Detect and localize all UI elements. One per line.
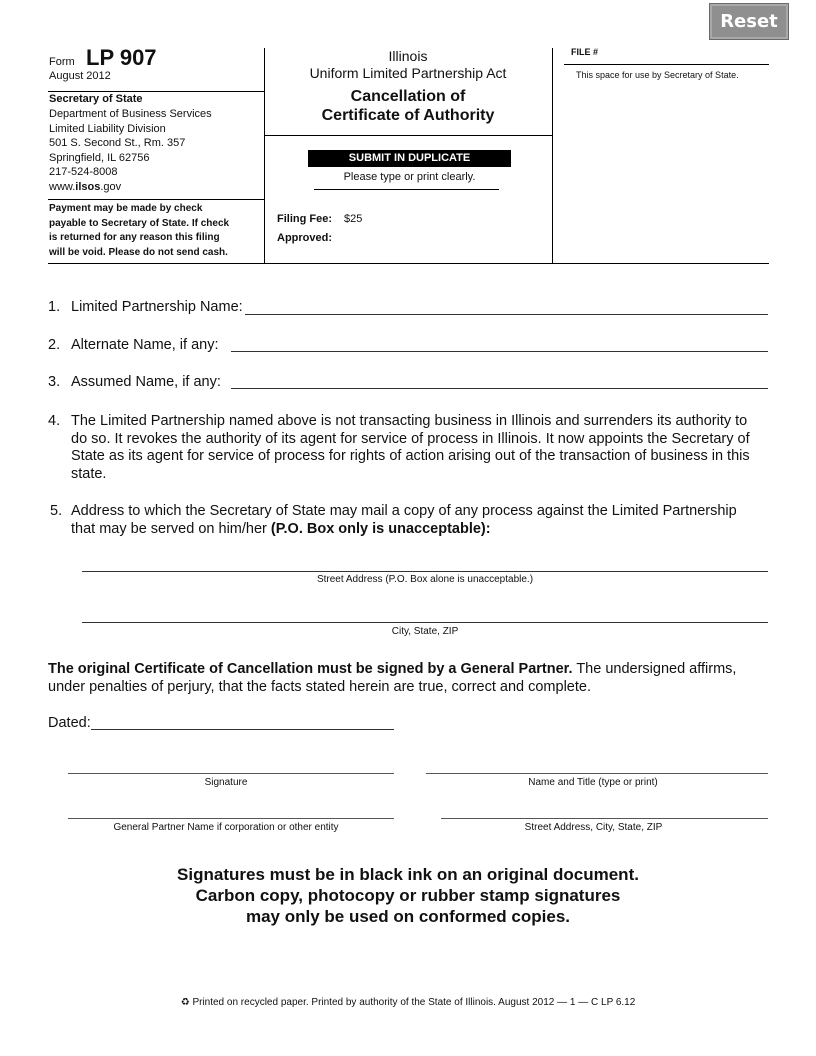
agency-line: 217-524-8008 <box>49 166 118 178</box>
form-word: Form <box>49 56 75 68</box>
header-rule-left-top <box>48 91 264 92</box>
item-1: 1. Limited Partnership Name: <box>48 299 243 315</box>
form-title-line2: Certificate of Authority <box>321 107 495 124</box>
item-3: 3. Assumed Name, if any: <box>48 374 221 390</box>
item-5: 5. Address to which the Secretary of State may mail a copy of any process against the Limited Partnership that may be served on him/her (P.O. Box only is unacceptable): <box>50 503 737 537</box>
header-divider-right <box>552 48 553 263</box>
type-print-note: Please type or print clearly. <box>343 171 476 183</box>
item-2: 2. Alternate Name, if any: <box>48 337 219 353</box>
assumed-name-field[interactable] <box>231 388 768 389</box>
form-number: LP 907 <box>86 45 157 70</box>
street-address-field[interactable] <box>82 571 768 572</box>
gp-name-field[interactable] <box>68 818 394 819</box>
type-print-rule <box>314 189 499 190</box>
gp-name-caption: General Partner Name if corporation or other entity <box>113 822 339 833</box>
file-number-line[interactable] <box>564 64 769 65</box>
agency-title: Secretary of State <box>49 93 143 105</box>
header-bottom-rule <box>48 263 769 264</box>
payment-note: Payment may be made by check payable to Secretary of State. If check is returned for any reason this filing will be void. Please do not send cash. <box>49 203 230 258</box>
agency-website[interactable]: www.ilsos.gov <box>49 180 122 193</box>
act-name: Uniform Limited Partnership Act <box>309 65 507 81</box>
state-name: Illinois <box>388 48 428 64</box>
city-state-zip-caption: City, State, ZIP <box>391 626 459 637</box>
form-date: August 2012 <box>49 70 111 82</box>
submit-banner: SUBMIT IN DUPLICATE <box>308 150 511 167</box>
reset-button[interactable]: Reset <box>709 3 789 40</box>
dated-field[interactable] <box>91 729 394 730</box>
partnership-name-field[interactable] <box>245 314 768 315</box>
signature-caption: Signature <box>204 777 248 788</box>
agency-address <box>49 107 212 194</box>
header-rule-left-mid <box>48 199 264 200</box>
header-rule-center <box>264 135 552 136</box>
name-title-field[interactable] <box>426 773 768 774</box>
sos-space-note: This space for use by Secretary of State. <box>576 70 739 80</box>
filing-fee-label: Filing Fee: <box>277 213 332 225</box>
recycle-icon: ♻ <box>180 997 190 1008</box>
agency-line: 501 S. Second St., Rm. 357 <box>49 137 186 149</box>
filing-fee-value: $25 <box>344 213 363 225</box>
footer-text: Printed on recycled paper. Printed by authority of the State of Illinois. August 2012 — 1 — C LP 6.12 <box>192 997 636 1008</box>
footer <box>48 997 768 1008</box>
approved-label: Approved: <box>277 232 332 244</box>
agency-line: Springfield, IL 62756 <box>49 151 150 164</box>
item-4: 4. The Limited Partnership named above is not transacting business in Illinois and surrenders its authority to do so. It revokes the authority of its agent for service of process in Illinois. It now appoints the Secretary of State as its agent for service of process for rights of action arising out of the transaction of business in this state. <box>48 413 750 482</box>
alternate-name-field[interactable] <box>231 351 768 352</box>
street-address-caption: Street Address (P.O. Box alone is unacceptable.) <box>316 574 534 585</box>
ink-notice: Signatures must be in black ink on an original document. Carbon copy, photocopy or rubber stamp signatures may only be used on conformed copies. <box>177 865 639 926</box>
dated-label: Dated: <box>48 715 91 731</box>
form-title-line1: Cancellation of <box>350 88 466 105</box>
gp-address-caption: Street Address, City, State, ZIP <box>524 822 663 833</box>
file-number-label: FILE # <box>571 47 599 57</box>
signature-field[interactable] <box>68 773 394 774</box>
gp-address-field[interactable] <box>441 818 768 819</box>
name-title-caption: Name and Title (type or print) <box>528 777 658 788</box>
city-state-zip-field[interactable] <box>82 622 768 623</box>
agency-line: Limited Liability Division <box>49 122 166 135</box>
agency-line: Department of Business Services <box>49 108 212 120</box>
signing-statement: The original Certificate of Cancellation must be signed by a General Partner. The undersigned affirms, under penalties of perjury, that the facts stated herein are true, correct and complete. <box>48 661 737 695</box>
